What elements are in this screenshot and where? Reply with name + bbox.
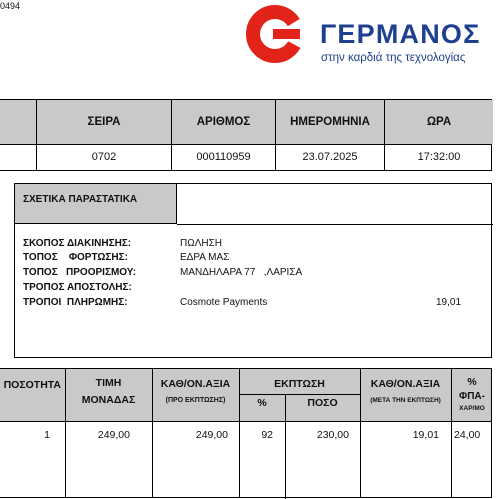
header-number: ΑΡΙΘΜΟΣ [171, 100, 275, 144]
purpose-value: ΠΩΛΗΣΗ [180, 238, 223, 249]
row-unit-price: 249,00 [97, 429, 130, 441]
header-time: ΩΡΑ [384, 100, 493, 144]
col-unit-price-line2: ΜΟΝΑΔΑΣ [81, 394, 136, 406]
col-vat-line2: ΧΑΡ/ΜΟ [459, 405, 485, 412]
header-row [0, 100, 491, 145]
payment-label: ΤΡΟΠΟΙ ΠΛΗΡΩΜΗΣ: [23, 297, 128, 308]
row-vat: 24,00 [454, 429, 481, 441]
header-series: ΣΕΙΡΑ [36, 100, 171, 144]
col-discount: ΕΚΠΤΩΣΗ [274, 378, 325, 390]
items-table [0, 368, 492, 498]
header-values-row [0, 144, 491, 170]
brand-tagline: στην καρδιά της τεχνολογίας [321, 52, 466, 64]
col-vat-pct: % [467, 376, 477, 388]
col-discount-amount: ΠΟΣΟ [307, 397, 338, 409]
row-net-after: 19,01 [412, 429, 439, 441]
loading-label: ΤΟΠΟΣ ΦΟΡΤΩΣΗΣ: [23, 252, 128, 263]
date-value: 23.07.2025 [275, 144, 384, 170]
payment-value: Cosmote Payments [180, 297, 268, 308]
brand-name: ΓΕΡΜΑΝΟΣ [320, 19, 481, 49]
col-net-value: ΚΑΘ/ΟΝ.ΑΞΙΑ [160, 378, 231, 390]
header-cell-blank [0, 100, 36, 144]
destination-value: ΜΑΝΔΗΛΑΡΑ 77 ,ΛΑΡΙΣΑ [180, 267, 303, 278]
loading-value: ΕΔΡΑ ΜΑΣ [180, 252, 230, 263]
col-quantity: ΠΟΣΟΤΗΤΑ [3, 379, 61, 391]
related-docs-title: ΣΧΕΤΙΚΑ ΠΑΡΑΣΤΑΤΙΚΑ [15, 184, 177, 224]
row-qty: 1 [44, 429, 50, 441]
row-discount-amount: 230,00 [316, 429, 349, 441]
document-code: 0494 [0, 1, 21, 11]
row-discount-pct: 92 [261, 429, 273, 441]
divider [177, 224, 493, 225]
shipping-label: ΤΡΟΠΟΣ ΑΠΟΣΤΟΛΗΣ: [23, 282, 132, 293]
payment-amount: 19,01 [436, 297, 462, 308]
header-date: ΗΜΕΡΟΜΗΝΙΑ [275, 100, 384, 144]
germanos-logo-icon [244, 3, 306, 65]
col-discount-pct: % [257, 397, 267, 409]
destination-label: ΤΟΠΟΣ ΠΡΟΟΡΙΣΜΟΥ: [23, 267, 137, 278]
movement-details-box [14, 183, 492, 358]
series-value: 0702 [36, 144, 171, 170]
number-value: 000110959 [171, 144, 275, 170]
col-vat-line1: ΦΠΑ- [459, 391, 485, 402]
col-unit-price-line1: ΤΙΜΗ [95, 377, 122, 389]
col-net-value-sub: (ΠΡΟ ΕΚΠΤΩΣΗΣ) [165, 397, 226, 404]
col-net-after: ΚΑΘ/ΟΝ.ΑΞΙΑ [370, 378, 441, 390]
document-header-table [0, 99, 492, 171]
col-net-after-sub: (ΜΕΤΑ ΤΗΝ ΕΚΠΤΩΣΗ) [370, 397, 441, 404]
time-value: 17:32:00 [384, 144, 493, 170]
purpose-label: ΣΚΟΠΟΣ ΔΙΑΚΙΝΗΣΗΣ: [23, 238, 132, 249]
row-net-value: 249,00 [195, 429, 228, 441]
